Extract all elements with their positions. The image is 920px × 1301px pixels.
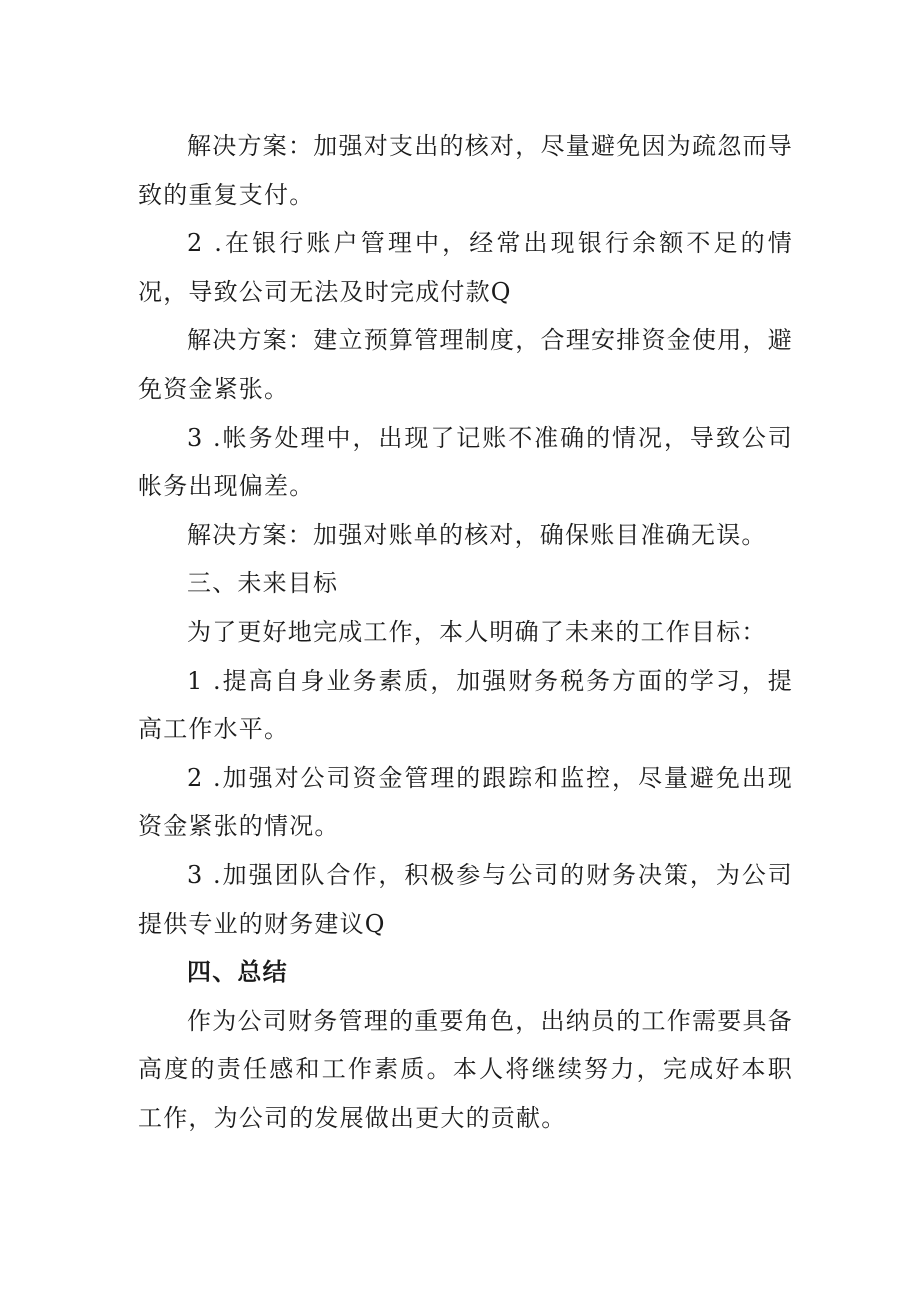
paragraph-summary: 作为公司财务管理的重要角色，出纳员的工作需要具备高度的责任感和工作素质。本人将继续努力，完成好本职工作，为公司的发展做出更大的贡献。: [138, 1006, 793, 1132]
paragraph-goal-3: 3 .加强团队合作，积极参与公司的财务决策，为公司提供专业的财务建议Q: [138, 860, 793, 938]
section-heading-summary: 四、总结: [187, 957, 288, 987]
paragraph-goals-intro: 为了更好地完成工作，本人明确了未来的工作目标：: [187, 617, 767, 646]
paragraph-solution-reconciliation: 解决方案：加强对账单的核对，确保账目准确无误。: [187, 520, 767, 549]
paragraph-solution-budget: 解决方案：建立预算管理制度，合理安排资金使用，避免资金紧张。: [138, 326, 793, 403]
paragraph-goal-2: 2 .加强对公司资金管理的跟踪和监控，尽量避免出现资金紧张的情况。: [138, 763, 793, 841]
paragraph-issue-bank-balance: 2 .在银行账户管理中，经常出现银行余额不足的情况，导致公司无法及时完成付款Q: [138, 229, 793, 306]
paragraph-issue-bookkeeping: 3 .帐务处理中，出现了记账不准确的情况，导致公司帐务出现偏差。: [138, 423, 793, 501]
paragraph-solution-duplicate-payment: 解决方案：加强对支出的核对，尽量避免因为疏忽而导致的重复支付。: [138, 132, 793, 209]
section-heading-future-goals: 三、未来目标: [187, 569, 339, 598]
paragraph-goal-1: 1 .提高自身业务素质，加强财务税务方面的学习，提高工作水平。: [138, 666, 793, 744]
document-body: [138, 122, 793, 1142]
